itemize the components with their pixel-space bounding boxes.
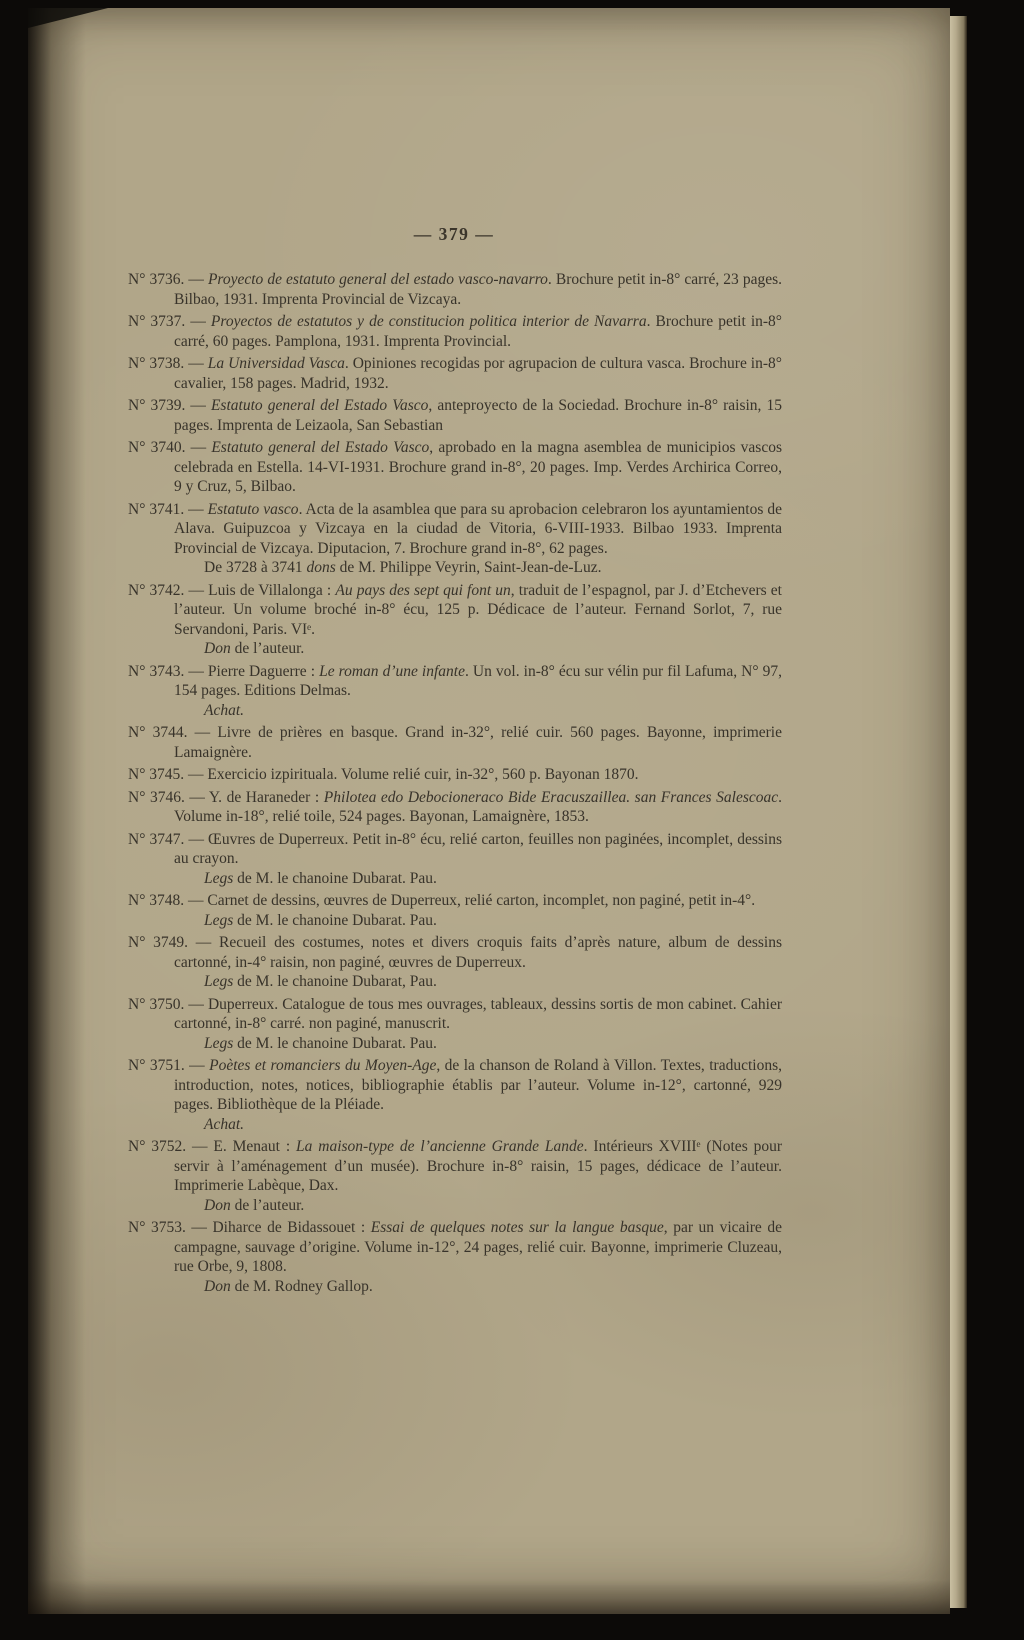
entry-title-text: Achat. bbox=[204, 701, 245, 719]
entry-title-text: La Universidad Vasca bbox=[207, 355, 345, 372]
entry-text: N° 3748. — Carnet de dessins, œuvres de Duperreux, relié carton, incomplet, non paginé, petit in-4°. bbox=[128, 892, 756, 909]
entry-title-text: Proyecto de estatuto general del estado vasco-navarro bbox=[207, 271, 548, 288]
entry-main-paragraph bbox=[128, 765, 782, 785]
entry-text: . Volume in-18°, relié toile, 524 pages. Bayonan, Lamaignère, 1853. bbox=[174, 788, 782, 825]
entry-text: de l’auteur. bbox=[230, 640, 305, 657]
catalog-entry bbox=[128, 1137, 782, 1215]
entry-main-paragraph bbox=[128, 1137, 782, 1196]
entry-text: N° 3752. — E. Menaut : bbox=[128, 1138, 297, 1155]
entry-text: de M. le chanoine Dubarat. Pau. bbox=[233, 869, 437, 887]
entry-title-text: Achat. bbox=[204, 1115, 245, 1133]
entry-title-text: Estatuto general del Estado Vasco bbox=[211, 439, 430, 456]
entry-title-text: Don bbox=[204, 1196, 231, 1214]
entry-provenance-note bbox=[204, 558, 782, 578]
entry-title-text: Au pays des sept qui font un bbox=[335, 581, 511, 599]
entry-main-paragraph bbox=[128, 1218, 782, 1277]
entry-text: N° 3738. — bbox=[128, 355, 208, 372]
book-fore-edge bbox=[950, 16, 967, 1608]
entry-title-text: Legs bbox=[204, 869, 234, 887]
entry-main-paragraph bbox=[128, 312, 782, 351]
entry-main-paragraph bbox=[128, 438, 782, 497]
entry-title-text: Legs bbox=[204, 1034, 234, 1052]
scanned-book-page bbox=[28, 8, 950, 1614]
entry-main-paragraph bbox=[128, 270, 782, 309]
entry-text: . Brochure petit in-8° carré, 23 pages. Bilbao, 1931. Imprenta Provincial de Vizcaya. bbox=[174, 271, 783, 308]
catalog-entry bbox=[128, 891, 782, 930]
entries-container bbox=[128, 270, 782, 1299]
entry-title-text: Philotea edo Debocioneraco Bide Eracuszaillea. san Frances Salescoac bbox=[323, 788, 779, 806]
catalog-entry bbox=[128, 1218, 782, 1296]
entry-text: N° 3753. — Diharce de Bidassouet : bbox=[128, 1219, 371, 1236]
entry-text: de M. le chanoine Dubarat, Pau. bbox=[233, 973, 437, 990]
entry-provenance-note bbox=[204, 639, 782, 659]
entry-main-paragraph bbox=[128, 788, 782, 827]
entry-text: N° 3743. — Pierre Daguerre : bbox=[128, 662, 320, 680]
entry-provenance-note bbox=[204, 972, 782, 992]
catalog-entry bbox=[128, 788, 782, 827]
entry-title-text: Legs bbox=[204, 911, 234, 929]
entry-text: de M. Philippe Veyrin, Saint-Jean-de-Luz. bbox=[335, 559, 602, 576]
catalog-entry bbox=[128, 1056, 782, 1134]
entry-title-text: Poètes et romanciers du Moyen-Age bbox=[209, 1057, 437, 1074]
entry-text: de M. Rodney Gallop. bbox=[230, 1277, 373, 1295]
entry-text: De 3728 à 3741 bbox=[204, 559, 307, 576]
catalog-entry bbox=[128, 723, 782, 762]
entry-title-text: Estatuto vasco bbox=[207, 500, 299, 518]
entry-main-paragraph bbox=[128, 933, 782, 972]
entry-text: N° 3746. — Y. de Haraneder : bbox=[128, 788, 324, 806]
catalog-entry bbox=[128, 270, 782, 309]
catalog-entry bbox=[128, 312, 782, 351]
entry-provenance-note bbox=[204, 1196, 782, 1216]
entry-text: . Acta de la asamblea que para su aprobacion celebraron los ayuntamientos de Alava. Guipuzcoa y Vizcaya en la ciudad de Vitoria, 6-VIII-1933. Bilbao 1933. Imprenta Provincial de Vizcaya. Diputacion, 7. Brochure grand in-8°, 62 pages. bbox=[174, 500, 782, 557]
entry-title-text: Estatuto general del Estado Vasco bbox=[210, 397, 429, 414]
entry-main-paragraph bbox=[128, 662, 782, 701]
entry-main-paragraph bbox=[128, 830, 782, 869]
entry-provenance-note bbox=[204, 911, 782, 931]
catalog-entry bbox=[128, 933, 782, 992]
entry-title-text: Legs bbox=[204, 973, 234, 990]
entry-text: N° 3751. — bbox=[128, 1057, 210, 1074]
entry-text: , par un vicaire de campagne, sauvage d’origine. Volume in-12°, 24 pages, relié cuir. Bayonne, imprimerie Cluzeau, rue Orbe, 9, 1808. bbox=[174, 1219, 782, 1275]
catalog-entry bbox=[128, 354, 782, 393]
catalog-entry bbox=[128, 581, 782, 659]
catalog-entry bbox=[128, 438, 782, 497]
entry-text: N° 3750. — Duperreux. Catalogue de tous mes ouvrages, tableaux, dessins sortis de mon cabinet. Cahier cartonné, in-8° carré. non paginé, manuscrit. bbox=[128, 995, 782, 1032]
entry-text: N° 3744. — Livre de prières en basque. Grand in-32°, relié cuir. 560 pages. Bayonne, imprimerie Lamaignère. bbox=[128, 724, 782, 761]
entry-text: N° 3736. — bbox=[128, 271, 208, 288]
entry-main-paragraph bbox=[128, 995, 782, 1034]
entry-text: de M. le chanoine Dubarat. Pau. bbox=[233, 911, 437, 929]
entry-main-paragraph bbox=[128, 723, 782, 762]
entry-main-paragraph bbox=[128, 891, 782, 911]
entry-text: . Opiniones recogidas por agrupacion de cultura vasca. Brochure in-8° cavalier, 158 pages. Madrid, 1932. bbox=[174, 355, 782, 392]
entry-main-paragraph bbox=[128, 581, 782, 640]
entry-title-text: La maison-type de l’ancienne Grande Lande bbox=[296, 1138, 584, 1155]
entry-main-paragraph bbox=[128, 396, 782, 435]
entry-text: . Un vol. in-8° écu sur vélin pur fil Lafuma, N° 97, 154 pages. Editions Delmas. bbox=[174, 662, 782, 699]
entry-title-text: dons bbox=[306, 559, 336, 576]
entry-main-paragraph bbox=[128, 1056, 782, 1115]
entry-text: N° 3737. — bbox=[128, 313, 211, 330]
entry-main-paragraph bbox=[128, 500, 782, 559]
entry-text: N° 3739. — bbox=[128, 397, 211, 414]
catalog-entry bbox=[128, 662, 782, 721]
entry-text: N° 3741. — bbox=[128, 500, 208, 518]
entry-main-paragraph bbox=[128, 354, 782, 393]
entry-text: , aprobado en la magna asemblea de municipios vascos celebrada en Estella. 14-VI-1931. Brochure grand in-8°, 20 pages. Imp. Verdes Archirica Correo, 9 y Cruz, 5, Bilbao. bbox=[174, 439, 782, 495]
catalog-entry bbox=[128, 995, 782, 1054]
entry-text: , anteproyecto de la Sociedad. Brochure in-8° raisin, 15 pages. Imprenta de Leizaola, San Sebastian bbox=[174, 397, 782, 434]
entry-provenance-note bbox=[204, 1277, 782, 1297]
entry-provenance-note bbox=[204, 869, 782, 889]
entry-text: N° 3747. — Œuvres de Duperreux. Petit in-8° écu, relié carton, feuilles non paginées, incomplet, dessins au crayon. bbox=[128, 830, 782, 867]
entry-text: , de la chanson de Roland à Villon. Textes, traductions, introduction, notes, notices, bibliographie établis par l’auteur. Volume in-12°, cartonné, 929 pages. Bibliothèque de la Pléiade. bbox=[174, 1057, 782, 1113]
catalog-entry bbox=[128, 830, 782, 889]
entry-text: . Intérieurs XVIIIᵉ (Notes pour servir à l’aménagement d’un musée). Brochure in-8° raisin, 15 pages, dédicace de l’auteur. Imprimerie Labèque, Dax. bbox=[174, 1138, 783, 1194]
entry-text: N° 3749. — Recueil des costumes, notes et divers croquis faits d’après nature, album de dessins cartonné, in-4° raisin, non paginé, œuvres de Duperreux. bbox=[128, 934, 782, 971]
entry-provenance-note bbox=[204, 1034, 782, 1054]
entry-text: , traduit de l’espagnol, par J. d’Etchevers et l’auteur. Un volume broché in-8° écu, 125 p. Dédicace de l’auteur. Fernand Sorlot, 7, rue Servandoni, Paris. VIᵉ. bbox=[174, 581, 782, 638]
entry-title-text: Don bbox=[204, 1277, 231, 1295]
entry-title-text: Don bbox=[204, 640, 231, 657]
entry-text: de l’auteur. bbox=[230, 1196, 305, 1214]
page-number: — 379 — bbox=[413, 224, 495, 244]
entry-text: de M. le chanoine Dubarat. Pau. bbox=[233, 1034, 437, 1052]
entry-text: N° 3740. — bbox=[128, 439, 212, 456]
catalog-entry bbox=[128, 396, 782, 435]
entry-provenance-note bbox=[204, 701, 782, 721]
entry-title-text: Proyectos de estatutos y de constitucion politica interior de Navarra bbox=[210, 313, 647, 330]
entry-title-text: Le roman d’une infante bbox=[319, 662, 465, 680]
entry-title-text: Essai de quelques notes sur la langue basque bbox=[370, 1219, 664, 1236]
entry-text: N° 3745. — Exercicio izpirituala. Volume relié cuir, in-32°, 560 p. Bayonan 1870. bbox=[128, 766, 639, 783]
catalog-entry bbox=[128, 500, 782, 578]
catalog-entry bbox=[128, 765, 782, 785]
entry-text: . Brochure petit in-8° carré, 60 pages. Pamplona, 1931. Imprenta Provincial. bbox=[174, 313, 782, 350]
entry-text: N° 3742. — Luis de Villalonga : bbox=[128, 581, 336, 599]
entry-provenance-note bbox=[204, 1115, 782, 1135]
